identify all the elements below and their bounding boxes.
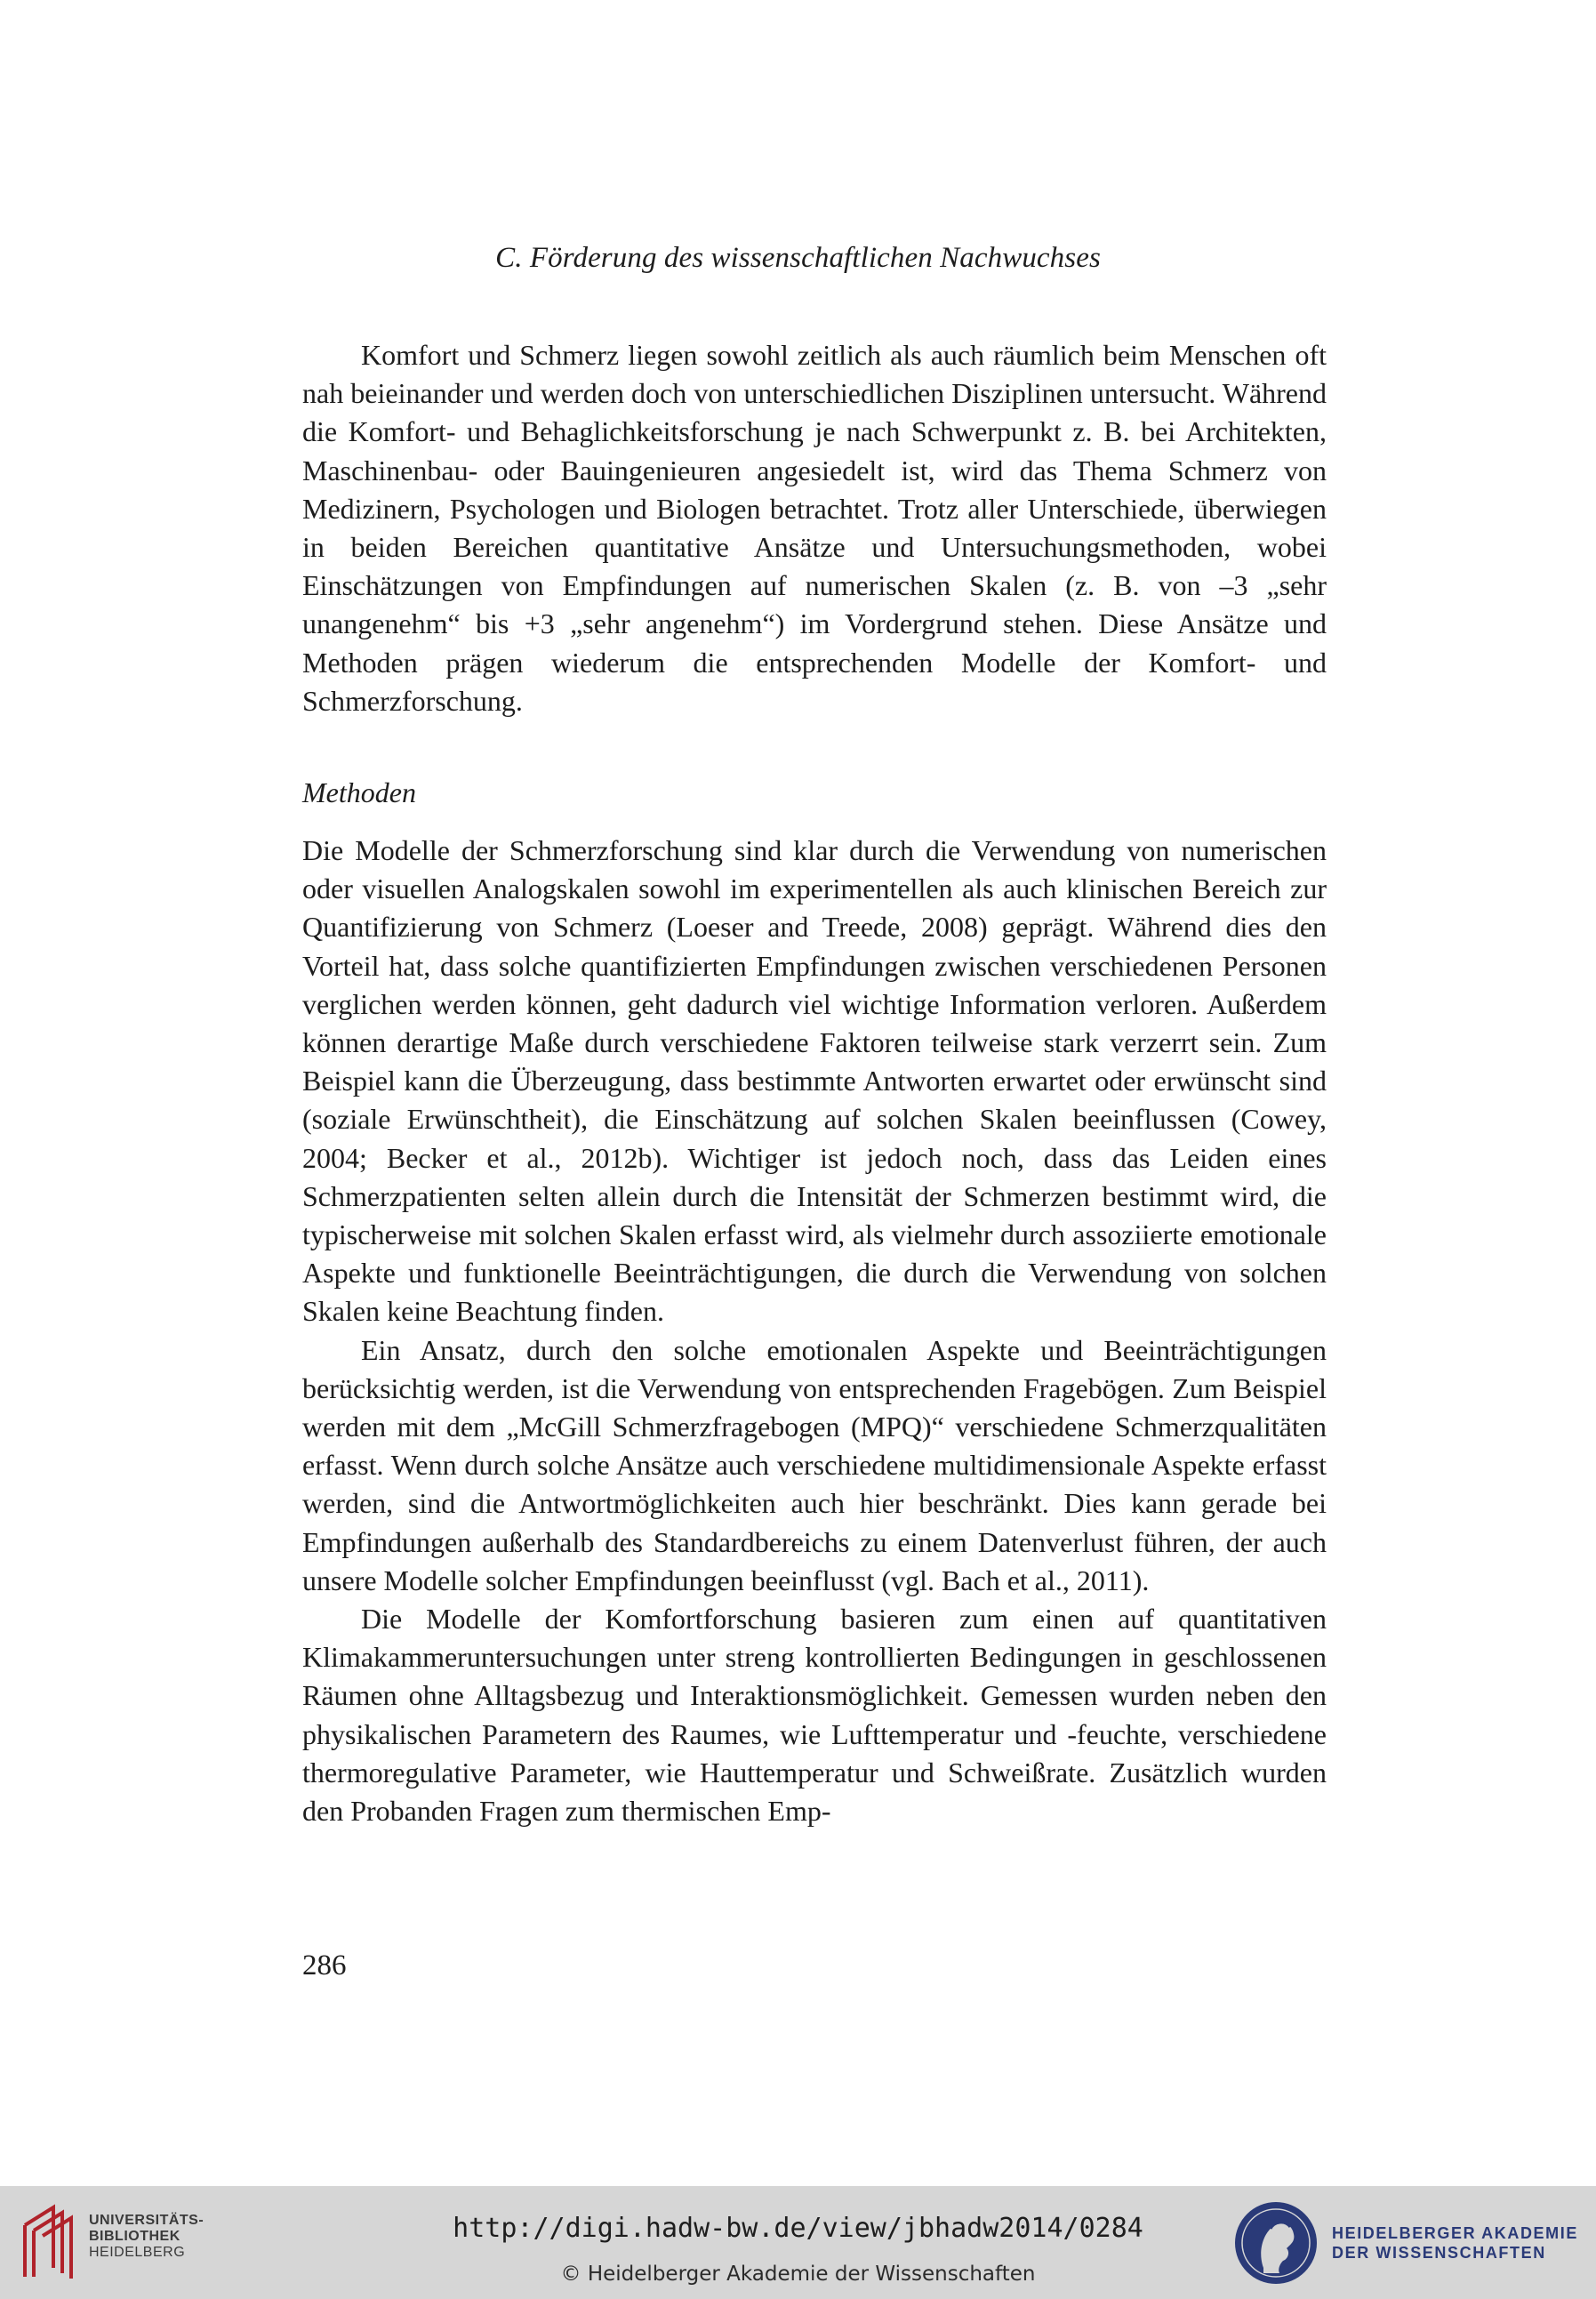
library-logo-line: HEIDELBERG: [89, 2245, 186, 2260]
page-number: 286: [302, 1949, 347, 1981]
footer-url-link[interactable]: http://digi.hadw-bw.de/view/jbhadw2014/0284: [453, 2213, 1143, 2244]
intro-paragraph: Komfort und Schmerz liegen sowohl zeitlich als auch räumlich beim Menschen oft nah beieinander und werden doch von unterschiedlichen Disziplinen untersucht. Während die Komfort- und Behaglichkeitsforschung je nach Schwerpunkt z. B. bei Architekten, Maschinenbau- oder Bauingenieuren angesiedelt ist, wird das Thema Schmerz von Medizinern, Psychologen und Biologen betrachtet. Trotz aller Unterschiede, überwiegen in beiden Bereichen quantitative Ansätze und Untersuchungsmethoden, wobei Einschätzungen von Empfindungen auf numerischen Skalen (z. B. von –3 „sehr unangenehm“ bis +3 „sehr angenehm“) im Vordergrund stehen. Diese Ansätze und Methoden prägen wiederum die entsprechenden Modelle der Komfort- und Schmerzforschung.: [302, 339, 1327, 717]
library-logo-line: BIBLIOTHEK: [89, 2229, 180, 2244]
footer-bar: [0, 2186, 1596, 2299]
intro-section: [302, 336, 1327, 720]
academy-logo-text: [1332, 2223, 1578, 2263]
academy-logo-line: DER WISSENSCHAFTEN: [1332, 2244, 1546, 2262]
section-heading: Methoden: [302, 776, 416, 808]
library-logo-line: UNIVERSITÄTS-: [89, 2213, 205, 2228]
footer-copyright: © Heidelberger Akademie der Wissenschaften: [560, 2263, 1036, 2286]
running-head: C. Förderung des wissenschaftlichen Nachwuchses: [495, 242, 1101, 274]
methods-paragraph-1: Die Modelle der Schmerzforschung sind klar durch die Verwendung von numerischen oder visuellen Analogskalen sowohl im experimentellen als auch klinischen Bereich zur Quantifizierung von Schmerz (Loeser and Treede, 2008) geprägt. Während dies den Vorteil hat, dass solche quantifizierten Empfindungen zwischen verschiedenen Personen verglichen werden können, geht dadurch viel wichtige Information verloren. Außerdem können derartige Maße durch verschiedene Faktoren teilweise stark verzerrt sein. Zum Beispiel kann die Überzeugung, dass bestimmte Antworten erwartet oder erwünscht sind (soziale Erwünschtheit), die Einschätzung auf solchen Skalen beeinflussen (Cowey, 2004; Becker et al., 2012b). Wichtiger ist jedoch noch, dass das Leiden eines Schmerzpatienten selten allein durch die Intensität der Schmerzen bestimmt wird, die typischerweise mit solchen Skalen erfasst wird, als vielmehr durch assoziierte emotionale Aspekte und funktionelle Beeinträchtigungen, die durch die Verwendung von solchen Skalen keine Beachtung finden.: [302, 834, 1327, 1328]
methods-paragraph-2: Ein Ansatz, durch den solche emotionalen Aspekte und Beeinträchtigungen berücksichtig werden, ist die Verwendung von entsprechenden Fragebögen. Zum Beispiel werden mit dem „McGill Schmerzfragebogen (MPQ)“ verschiedene Schmerzqualitäten erfasst. Wenn durch solche Ansätze auch verschiedene multidimensionale Aspekte erfasst werden, sind die Antwortmöglichkeiten auch hier beschränkt. Dies kann gerade bei Empfindungen außerhalb des Standardbereichs zu einem Datenverlust führen, der auch unsere Modelle solcher Empfindungen beeinflusst (vgl. Bach et al., 2011).: [302, 1333, 1327, 1596]
academy-seal-icon: [1231, 2199, 1320, 2287]
academy-logo-line: HEIDELBERGER AKADEMIE: [1332, 2224, 1578, 2242]
methods-section: [302, 832, 1327, 1830]
methods-paragraph-3: Die Modelle der Komfortforschung basieren zum einen auf quantitativen Klimakammeruntersuchungen unter streng kontrollierten Bedingungen in geschlossenen Räumen ohne Alltagsbezug und Interaktionsmöglichkeit. Gemessen wurden neben den physikalischen Parametern des Raumes, wie Lufttemperatur und -feuchte, verschiedene thermoregulative Parameter, wie Hauttemperatur und Schweißrate. Zusätzlich wurden den Probanden Fragen zum thermischen Emp-: [302, 1603, 1327, 1828]
